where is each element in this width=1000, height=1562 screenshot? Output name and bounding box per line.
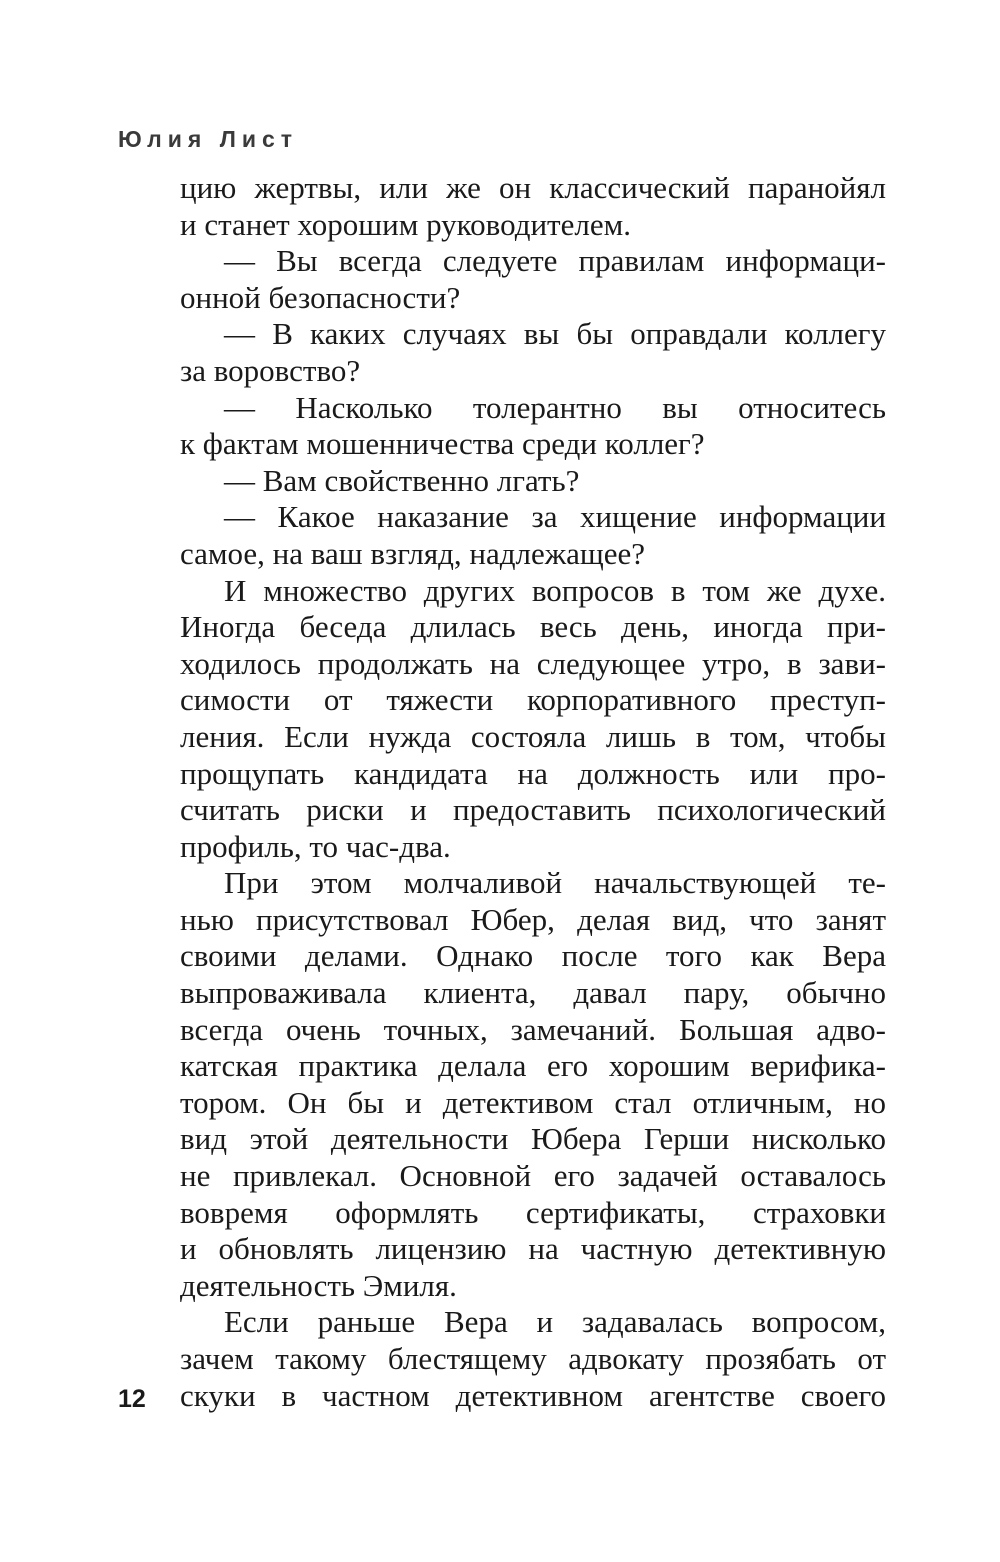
- text-line: катская практика делала его хорошим верифика-: [180, 1048, 886, 1084]
- text-line: вид этой деятельности Юбера Герши нисколько: [180, 1121, 886, 1157]
- text-line: — Насколько толерантно вы относитесь: [224, 389, 886, 425]
- text-line: за воровство?: [180, 352, 361, 388]
- text-line: Иногда беседа длилась весь день, иногда при-: [180, 609, 886, 645]
- text-line: Если раньше Вера и задавалась вопросом,: [224, 1304, 886, 1340]
- text-line: деятельность Эмиля.: [180, 1267, 457, 1303]
- page-number: 12: [118, 1385, 146, 1413]
- body-text: [180, 170, 886, 1414]
- text-line: своими делами. Однако после того как Вера: [180, 938, 886, 974]
- text-line: симости от тяжести корпоративного преступ-: [180, 682, 886, 718]
- text-line: ходилось продолжать на следующее утро, в зави-: [180, 645, 886, 681]
- text-line: ления. Если нужда состояла лишь в том, чтобы: [180, 718, 886, 754]
- text-line: И множество других вопросов в том же духе.: [224, 572, 886, 608]
- text-line: выпроваживала клиента, давал пару, обычно: [180, 975, 886, 1011]
- text-line: При этом молчаливой начальствующей те-: [224, 865, 886, 901]
- text-line: нью присутствовал Юбер, делая вид, что занят: [180, 901, 886, 937]
- text-line: и обновлять лицензию на частную детективную: [180, 1231, 886, 1267]
- text-line: прощупать кандидата на должность или про-: [180, 755, 886, 791]
- text-line: самое, на ваш взгляд, надлежащее?: [180, 535, 646, 571]
- text-line: скуки в частном детективном агентстве своего: [180, 1377, 886, 1413]
- text-line: считать риски и предоставить психологический: [180, 792, 886, 828]
- text-line: цию жертвы, или же он классический паранойял: [180, 170, 886, 205]
- text-line: не привлекал. Основной его задачей оставалось: [180, 1158, 886, 1194]
- running-head-author: Юлия Лист: [118, 126, 299, 152]
- text-line: к фактам мошенничества среди коллег?: [180, 426, 705, 462]
- text-line: — Вы всегда следуете правилам информаци-: [224, 243, 886, 279]
- text-line: — Какое наказание за хищение информации: [224, 499, 886, 535]
- text-line: вовремя оформлять сертификаты, страховки: [180, 1194, 886, 1230]
- text-line: тором. Он бы и детективом стал отличным, но: [180, 1084, 886, 1120]
- text-line: — В каких случаях вы бы оправдали коллегу: [224, 316, 886, 352]
- text-line: зачем такому блестящему адвокату прозябать от: [180, 1341, 886, 1376]
- text-line: онной безопасности?: [180, 279, 461, 315]
- text-line: профиль, то час-два.: [180, 828, 451, 864]
- text-line: — Вам свойственно лгать?: [224, 462, 580, 498]
- text-line: всегда очень точных, замечаний. Большая адво-: [180, 1011, 886, 1047]
- text-line: и станет хорошим руководителем.: [180, 206, 631, 242]
